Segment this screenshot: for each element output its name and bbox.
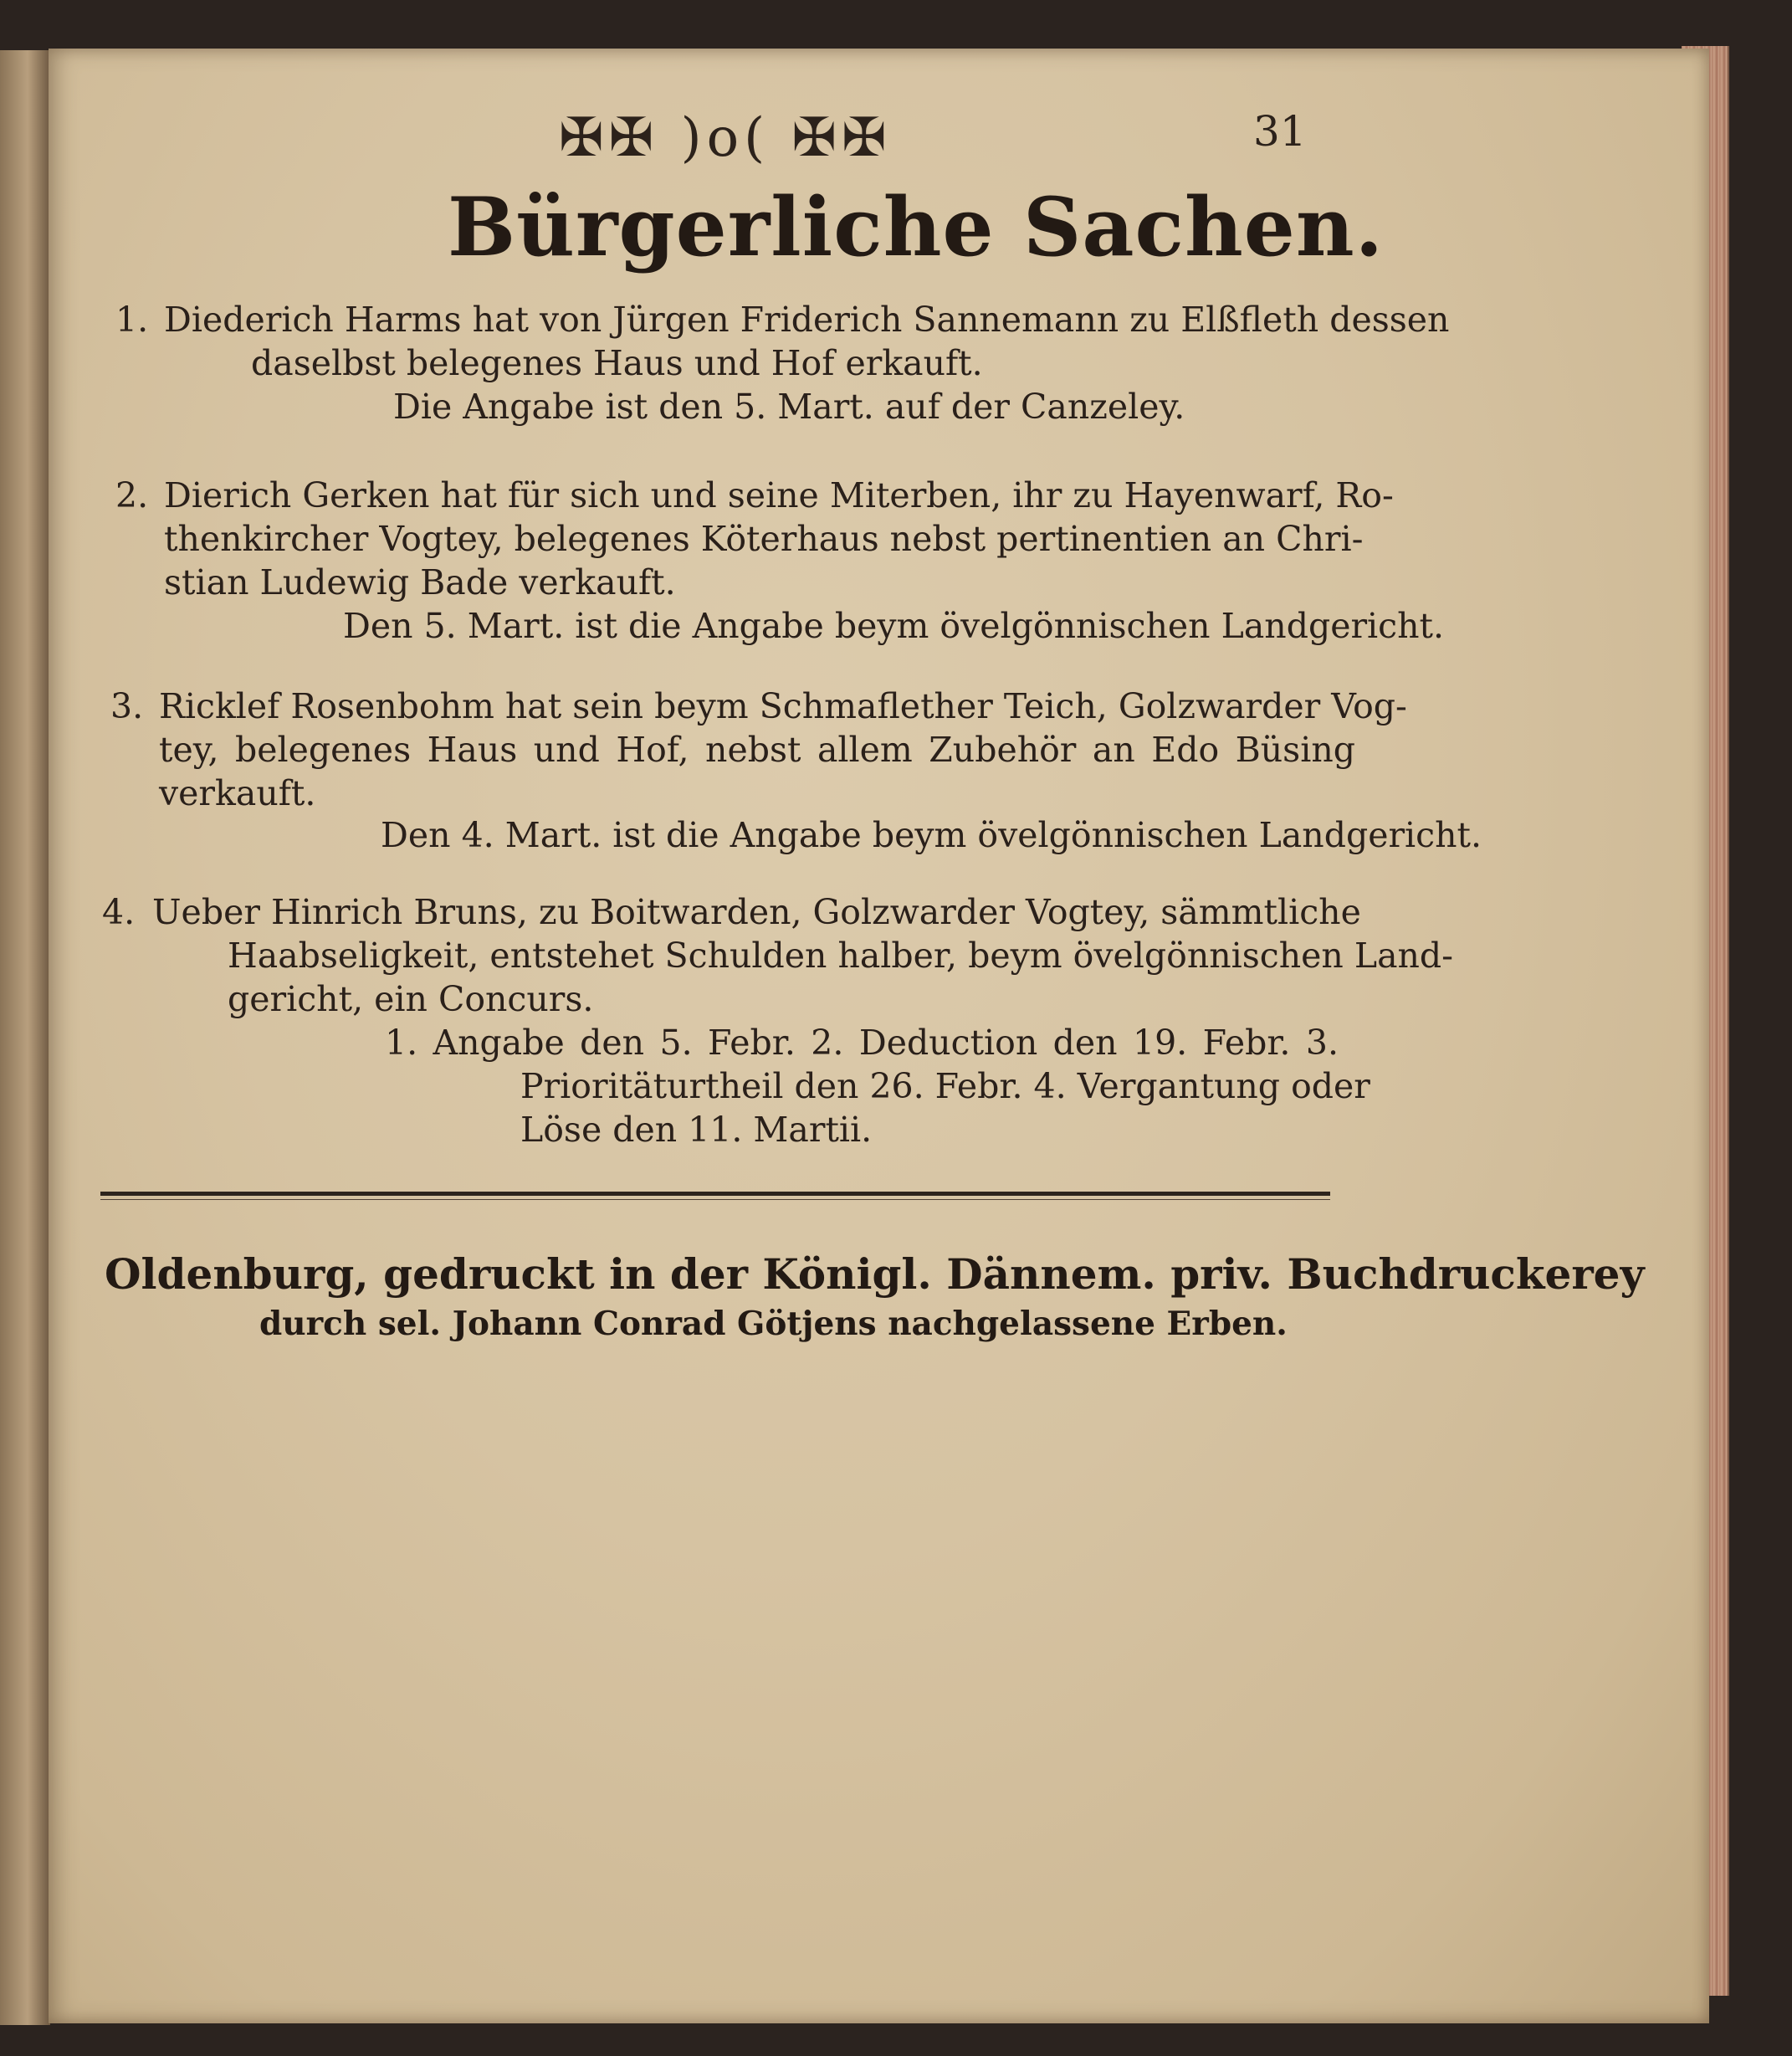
entry-number: 1.: [115, 300, 149, 340]
entry-line: Den 4. Mart. ist die Angabe beym övelgönnischen Landgericht.: [381, 815, 1482, 855]
entry-line: tey, belegenes Haus und Hof, nebst allem Zubehör an Edo Büsing: [159, 730, 1355, 770]
entry-line: Dierich Gerken hat für sich und seine Miterben, ihr zu Hayenwarf, Ro-: [164, 475, 1394, 515]
entry-line: Haabseligkeit, entstehet Schulden halber, beym övelgönnischen Land-: [228, 936, 1454, 976]
page-number: 31: [1253, 107, 1307, 156]
page-ornament: ✠✠ )o( ✠✠: [559, 107, 892, 169]
entry-number: 3.: [110, 686, 144, 726]
entry-line: Ricklef Rosenbohm hat sein beym Schmaflether Teich, Golzwarder Vog-: [159, 686, 1407, 726]
imprint-line: Oldenburg, gedruckt in der Königl. Dännem. priv. Buchdruckerey: [105, 1249, 1645, 1299]
entry-number: 2.: [115, 475, 149, 515]
imprint-line: durch sel. Johann Conrad Götjens nachgelassene Erben.: [259, 1305, 1288, 1343]
left-page-edge: [0, 50, 50, 2025]
entry-line: Den 5. Mart. ist die Angabe beym övelgönnischen Landgericht.: [343, 606, 1445, 646]
entry-line: Diederich Harms hat von Jürgen Friderich Sannemann zu Elßfleth dessen: [164, 300, 1450, 340]
entry-line: stian Ludewig Bade verkauft.: [164, 562, 676, 602]
entry-line: Prioritäturtheil den 26. Febr. 4. Vergantung oder: [520, 1066, 1370, 1106]
separator-rule: [100, 1192, 1330, 1196]
entry-line: daselbst belegenes Haus und Hof erkauft.: [251, 343, 983, 383]
entry-line: thenkircher Vogtey, belegenes Köterhaus nebst pertinentien an Chri-: [164, 519, 1364, 559]
entry-line: Ueber Hinrich Bruns, zu Boitwarden, Golzwarder Vogtey, sämmtliche: [152, 892, 1361, 932]
entry-line: Löse den 11. Martii.: [520, 1110, 873, 1150]
section-title: Bürgerliche Sachen.: [448, 180, 1385, 274]
separator-rule-thin: [100, 1199, 1330, 1200]
entry-number: 4.: [102, 892, 136, 932]
entry-line: verkauft.: [159, 773, 316, 813]
entry-line: 1. Angabe den 5. Febr. 2. Deduction den 19. Febr. 3.: [385, 1023, 1339, 1063]
entry-line: gericht, ein Concurs.: [228, 979, 594, 1019]
entry-line: Die Angabe ist den 5. Mart. auf der Canzeley.: [393, 387, 1185, 427]
